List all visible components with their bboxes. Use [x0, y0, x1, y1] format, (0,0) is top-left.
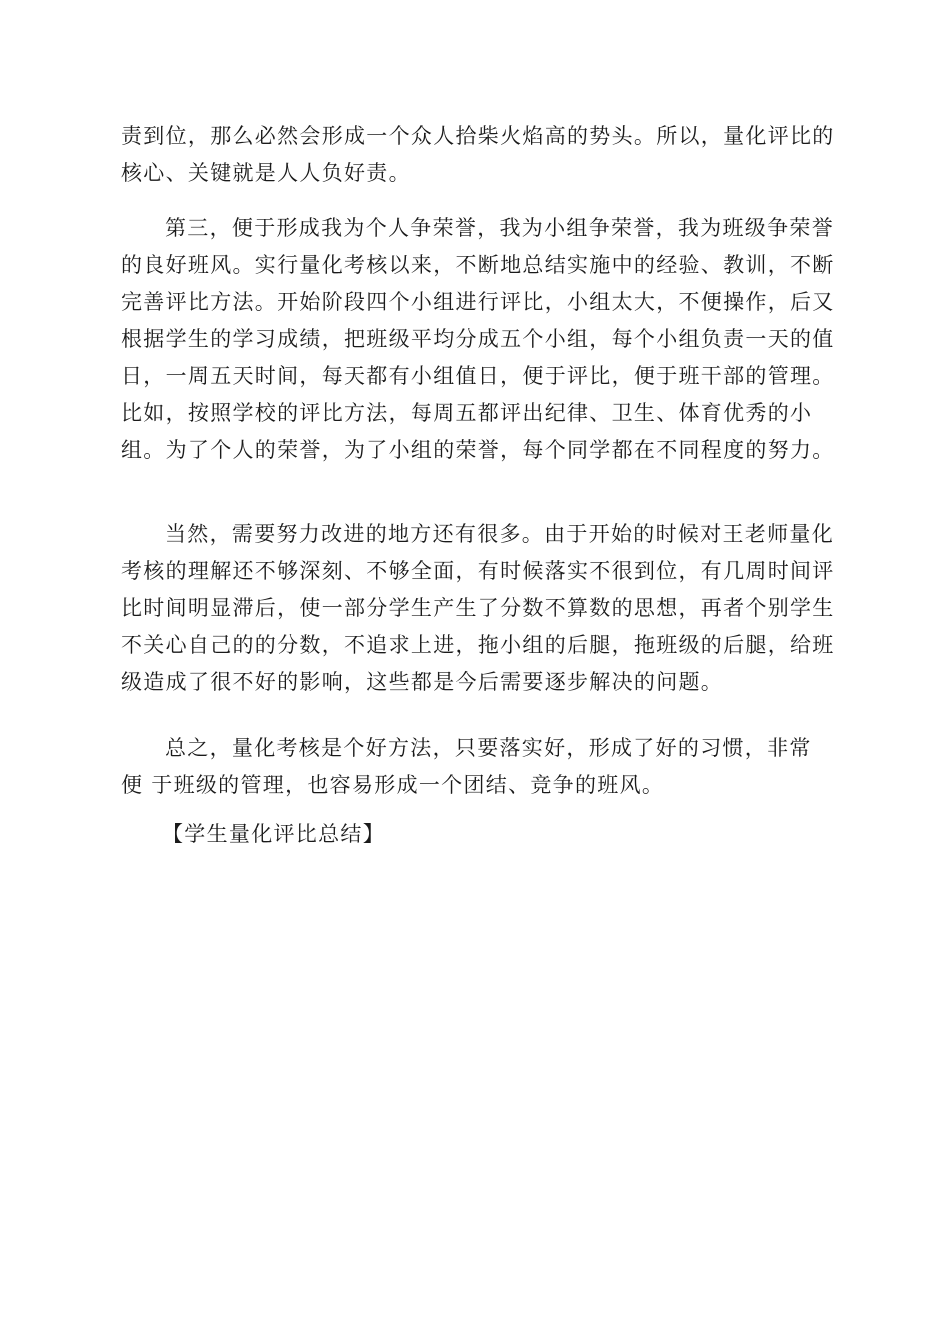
paragraph-line: 比时间明显滞后，使一部分学生产生了分数不算数的思想，再者个别学生 — [121, 596, 835, 620]
paragraph-line: 比如，按照学校的评比方法，每周五都评出纪律、卫生、体育优秀的小 — [121, 401, 813, 425]
paragraph-line: 第三，便于形成我为个人争荣誉，我为小组争荣誉，我为班级争荣誉 — [165, 216, 834, 240]
paragraph-line: 责到位，那么必然会形成一个众人拾柴火焰高的势头。所以，量化评比的 — [121, 124, 835, 148]
section-heading: 【学生量化评比总结】 — [162, 822, 385, 846]
paragraph-line: 不关心自己的的分数，不追求上进，拖小组的后腿，拖班级的后腿，给班 — [121, 633, 835, 657]
paragraph-line: 总之，量化考核是个好方法，只要落实好，形成了好的习惯，非常 — [165, 736, 812, 760]
paragraph-line: 当然，需要努力改进的地方还有很多。由于开始的时候对王老师量化 — [165, 522, 834, 546]
paragraph-line: 的良好班风。实行量化考核以来，不断地总结实施中的经验、教训，不断 — [121, 253, 835, 277]
paragraph-line: 完善评比方法。开始阶段四个小组进行评比，小组太大，不便操作，后又 — [121, 290, 835, 314]
paragraph-line: 考核的理解还不够深刻、不够全面，有时候落实不很到位，有几周时间评 — [121, 559, 835, 583]
paragraph-conclusion — [121, 730, 833, 804]
paragraph-line: 日，一周五天时间，每天都有小组值日，便于评比，便于班干部的管理。 — [121, 364, 835, 388]
paragraph-line: 核心、关键就是人人负好责。 — [121, 161, 411, 185]
paragraph-improvements — [121, 516, 833, 701]
paragraph-line: 便 于班级的管理，也容易形成一个团结、竞争的班风。 — [121, 773, 665, 797]
paragraph-continuation — [121, 118, 833, 192]
paragraph-third-point — [121, 210, 833, 469]
paragraph-line: 级造成了很不好的影响，这些都是今后需要逐步解决的问题。 — [121, 670, 724, 694]
paragraph-line: 组。为了个人的荣誉，为了小组的荣誉，每个同学都在不同程度的努力。 — [121, 438, 835, 462]
paragraph-line: 根据学生的学习成绩，把班级平均分成五个小组，每个小组负责一天的值 — [121, 327, 835, 351]
